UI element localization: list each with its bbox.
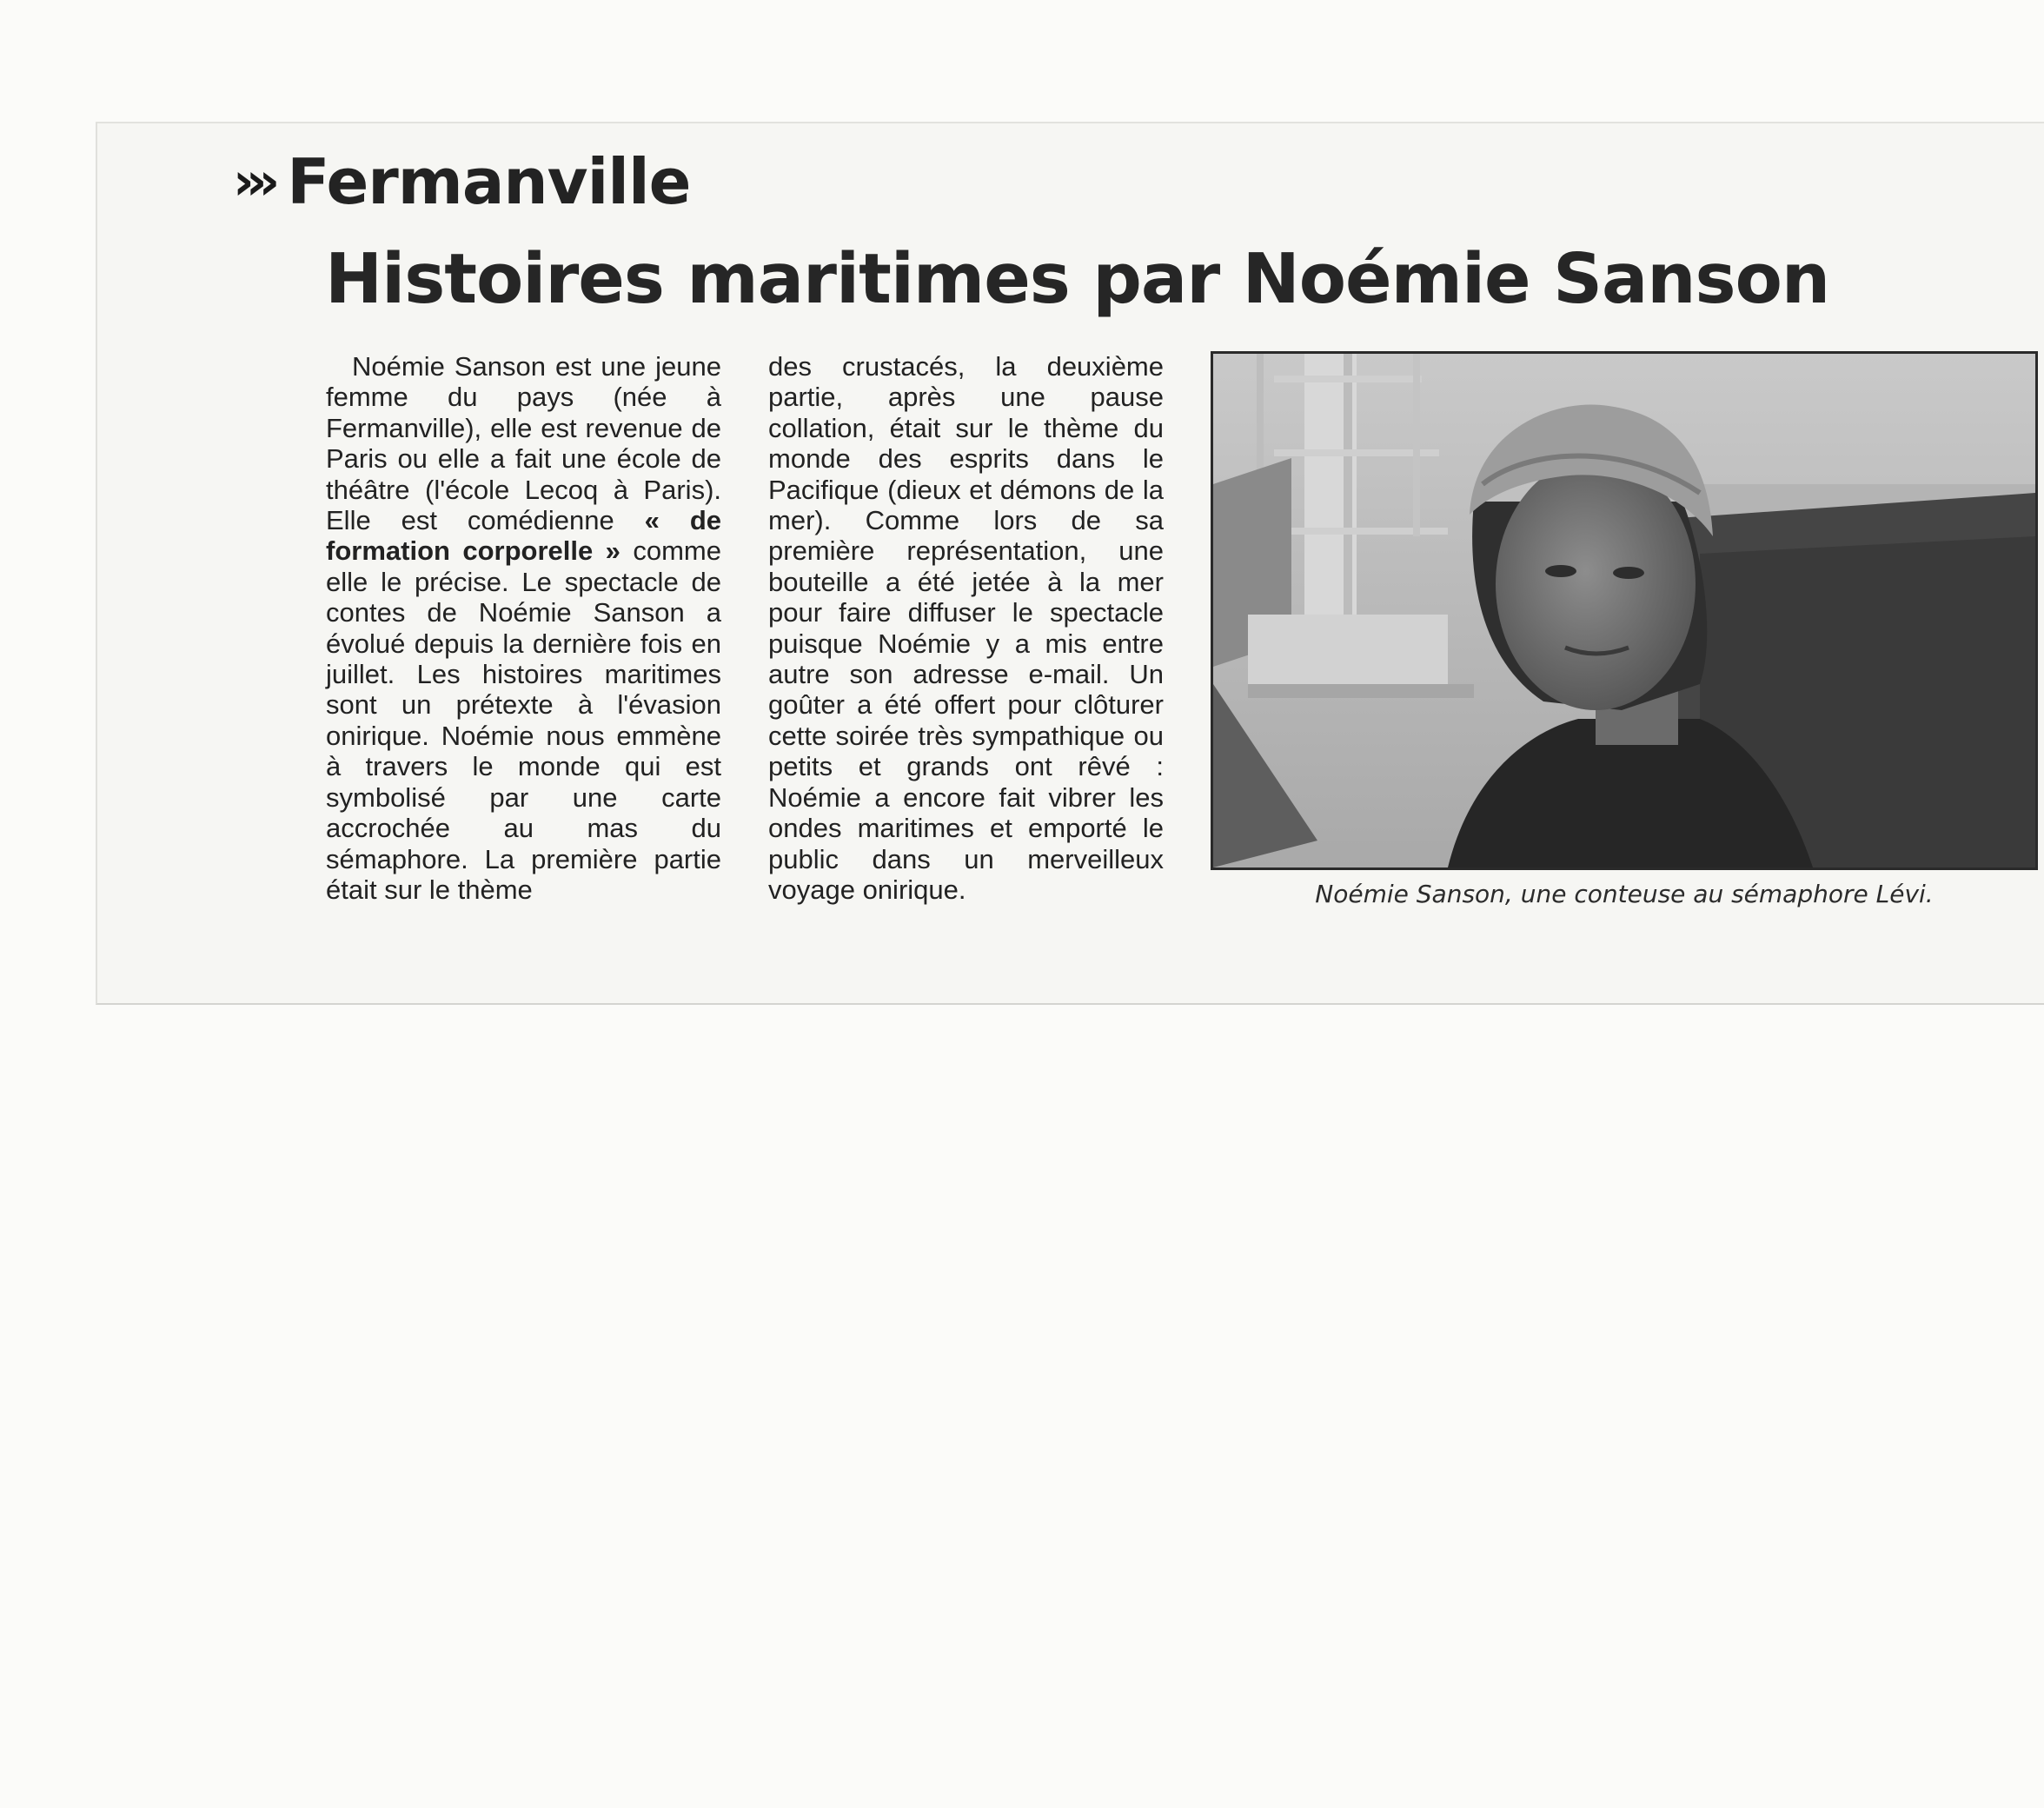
column-1-bold-quote: « de formation corporelle » [326, 505, 721, 567]
section-name: Fermanville [287, 145, 691, 218]
section-header [233, 146, 690, 217]
article-column-2 [768, 351, 1164, 905]
article-column-1 [326, 351, 721, 905]
article-photo [1211, 351, 2038, 870]
article-headline: Histoires maritimes par Noémie Sanson [325, 239, 1830, 319]
column-1-part-2: comme elle le précise. Le spectacle de contes de Noémie Sanson a évolué depuis la dernière fois en juillet. Les histoires maritimes sont un prétexte à l'évasion onirique. Noémie nous emmène à travers le monde qui est symbolisé par une carte accrochée au mas du sémaphore. La première partie était sur le thème [326, 535, 721, 905]
photo-caption: Noémie Sanson, une conteuse au sémaphore Lévi. [1315, 880, 1934, 908]
column-1-part-1: Noémie Sanson est une jeune femme du pays (née à Fermanville), elle est revenue de Paris ou elle a fait une école de théâtre (l'école Lecoq à Paris). Elle est comédienne [326, 351, 721, 536]
column-2-text: des crustacés, la deuxième partie, après une pause collation, était sur le thème du monde des esprits dans le Pacifique (dieux et démons de la mer). Comme lors de sa première représentation, une bouteille a été jetée à la mer pour faire diffuser le spectacle puisque Noémie y a mis entre autre son adresse e-mail. Un goûter a été offert pour clôturer cette soirée très sympathique ou petits et grands ont rêvé : Noémie a encore fait vibrer les ondes maritimes et emporté le public dans un merveilleux voyage onirique. [768, 351, 1164, 905]
portrait-photo-image [1213, 354, 2035, 867]
column-1-text [326, 351, 721, 905]
section-chevron-icon: ››› [233, 151, 272, 212]
